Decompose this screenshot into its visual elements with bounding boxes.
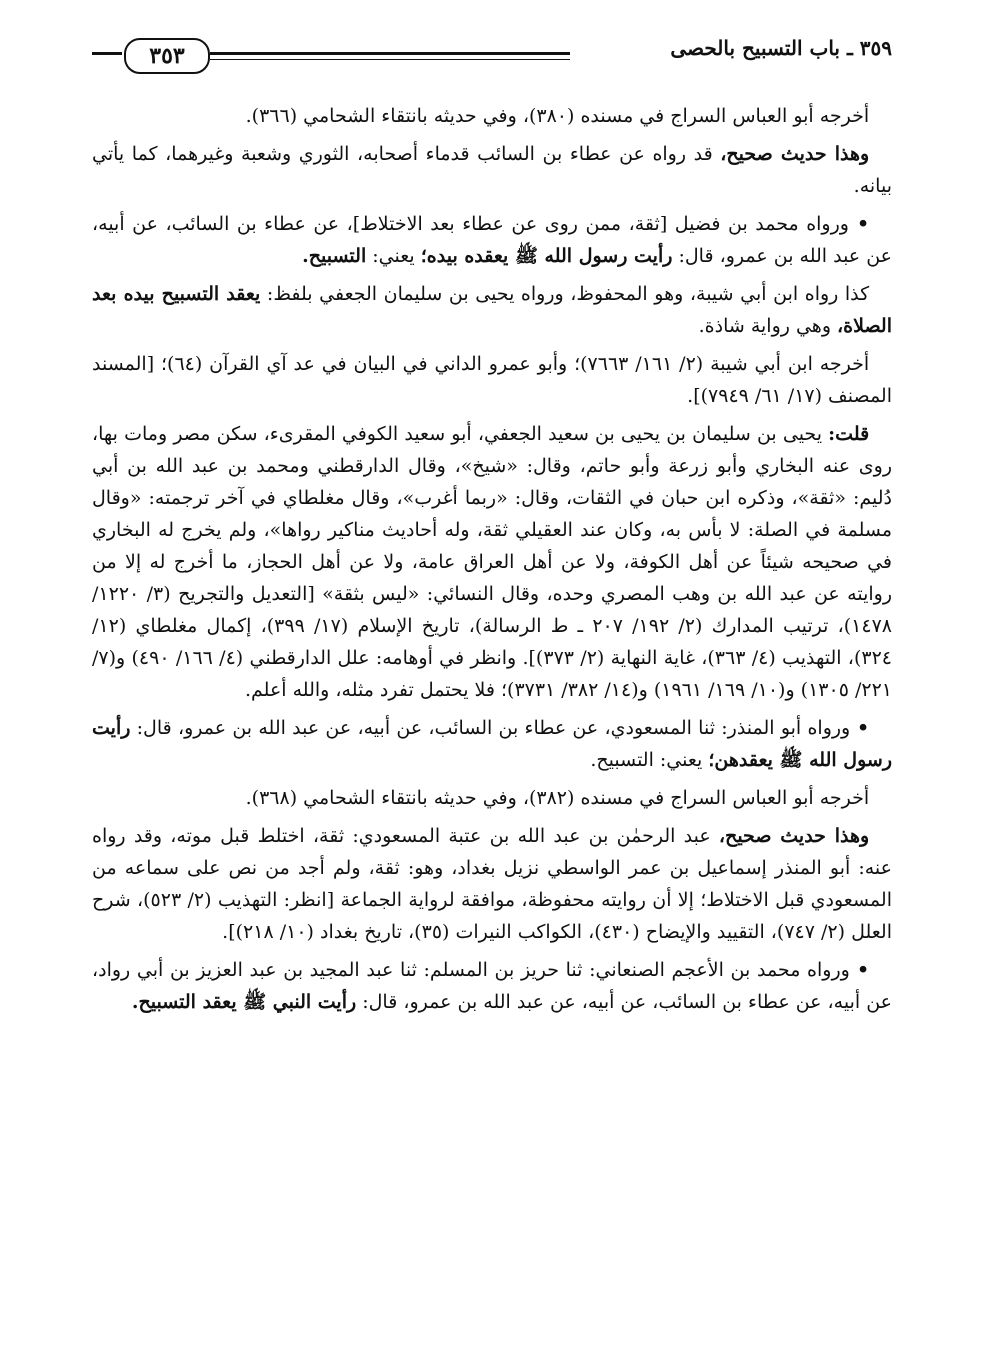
paragraph: أخرجه ابن أبي شيبة (٢/ ١٦١/ ٧٦٦٣)؛ وأبو عمرو الداني في البيان في عد آي القرآن (٦٤)؛ [المسند المصنف (١٧/ ٦١/ ٧٩٤٩)].	[92, 353, 892, 407]
text: قد رواه عن عطاء بن السائب قدماء أصحابه، الثوري وشعبة وغيرهما، كما يأتي بيانه.	[92, 143, 892, 197]
paragraph	[92, 712, 892, 776]
header-rule-thick	[210, 52, 570, 55]
bold-phrase: وهذا حديث صحيح،	[718, 825, 870, 847]
text: كذا رواه ابن أبي شيبة، وهو المحفوظ، ورواه يحيى بن سليمان الجعفي بلفظ:	[260, 283, 870, 305]
page-header	[92, 30, 892, 78]
page-number: ٣٥٣	[124, 38, 210, 74]
bold-phrase: يعقد التسبيح بيده بعد الصلاة،	[92, 283, 892, 337]
paragraph	[92, 954, 892, 1018]
text: وهي رواية شاذة.	[698, 315, 838, 337]
chapter-title: ٣٥٩ ـ باب التسبيح بالحصى	[670, 36, 892, 60]
text: عبد الرحمٰن بن عبد الله بن عتبة المسعودي: ثقة، اختلط قبل موته، وقد رواه عنه: أبو المنذر إسماعيل بن عمر الواسطي نزيل بغداد، وهو: ثقة، ولم أجد من نص على سماعه من المسعودي قبل الاختلاط؛ إلا أن روايته محفوظة، موافقة لرواية الجماعة [انظر: التهذيب (٢/ ٥٢٣)، شرح العلل (٢/ ٧٤٧)، التقييد والإيضاح (٤٣٠)، الكواكب النيرات (٣٥)، تاريخ بغداد (١٠/ ٢١٨)].	[92, 825, 892, 943]
bold-phrase: رأيت النبي ﷺ يعقد التسبيح.	[131, 991, 357, 1013]
bold-phrase: قلت:	[828, 423, 870, 445]
paragraph	[92, 208, 892, 272]
header-rule-thin	[210, 59, 570, 60]
text: يعني: التسبيح.	[590, 749, 709, 771]
text: يحيى بن سليمان بن يحيى بن سعيد الجعفي، أبو سعيد الكوفي المقرىء، سكن مصر ومات بها، روى عنه البخاري وأبو زرعة وأبو حاتم، وقال: «شيخ»، وقال الدارقطني ومحمد بن عبد الله بن أبي دُليم: «ثقة»، وذكره ابن حبان في الثقات، وقال: «ربما أغرب»، وقال مغلطاي في آخر ترجمته: «وقال مسلمة في الصلة: لا بأس به، وكان عند العقيلي ثقة، وله أحاديث مناكير رواها»، ولم يخرج له البخاري في صحيحه شيئاً عن أهل الكوفة، ولا عن أهل العراق عامة، ولا عن أهل الحجاز، ما أخرج له إلا من روايته عن عبد الله بن وهب المصري وحده، وقال النسائي: «ليس بثقة» [التعديل والتجريح (٣/ ١٢٢٠/ ١٤٧٨)، ترتيب المدارك (٢/ ١٩٢/ ٢٠٧ ـ ط الرسالة)، تاريخ الإسلام (١٧/ ٣٩٩)، إكمال مغلطاي (١٢/ ٣٢٤)، التهذيب (٤/ ٣٦٣)، غاية النهاية (٢/ ٣٧٣)]. وانظر في أوهامه: علل الدارقطني (٤/ ١٦٦/ ٤٩٠) و(٧/ ٢٢١/ ١٣٠٥) و(١٠/ ١٦٩/ ١٩٦١) و(١٤/ ٣٨٢/ ٣٧٣١)؛ فلا يحتمل تفرد مثله، والله أعلم.	[92, 423, 892, 701]
text: ورواه أبو المنذر: ثنا المسعودي، عن عطاء بن السائب، عن أبيه، عن عبد الله بن عمرو، قال:	[130, 717, 851, 739]
paragraph	[92, 820, 892, 948]
text: ورواه محمد بن الأعجم الصنعاني: ثنا حريز بن المسلم: ثنا عبد المجيد بن عبد العزيز بن أبي رواد، عن أبيه، عن عطاء بن السائب، عن أبيه، عن عبد الله بن عمرو، قال:	[92, 959, 892, 1013]
paragraph: أخرجه أبو العباس السراج في مسنده (٣٨٢)، وفي حديثه بانتقاء الشحامي (٣٦٨).	[245, 787, 870, 809]
paragraph	[92, 278, 892, 342]
header-rule-left	[92, 52, 122, 55]
bold-phrase: التسبيح.	[302, 245, 367, 267]
bold-phrase: رأيت رسول الله ﷺ يعقدهن؛	[92, 717, 892, 771]
paragraph	[92, 138, 892, 202]
paragraph: أخرجه أبو العباس السراج في مسنده (٣٨٠)، وفي حديثه بانتقاء الشحامي (٣٦٦).	[245, 105, 870, 127]
text: يعني:	[366, 245, 421, 267]
main-text	[92, 100, 892, 1024]
bold-phrase: رأيت رسول الله ﷺ يعقده بيده؛	[420, 245, 673, 267]
paragraph	[92, 418, 892, 706]
text: ورواه محمد بن فضيل [ثقة، ممن روى عن عطاء بعد الاختلاط]، عن عطاء بن السائب، عن أبيه، عن عبد الله بن عمرو، قال:	[92, 213, 892, 267]
bold-phrase: وهذا حديث صحيح،	[720, 143, 870, 165]
